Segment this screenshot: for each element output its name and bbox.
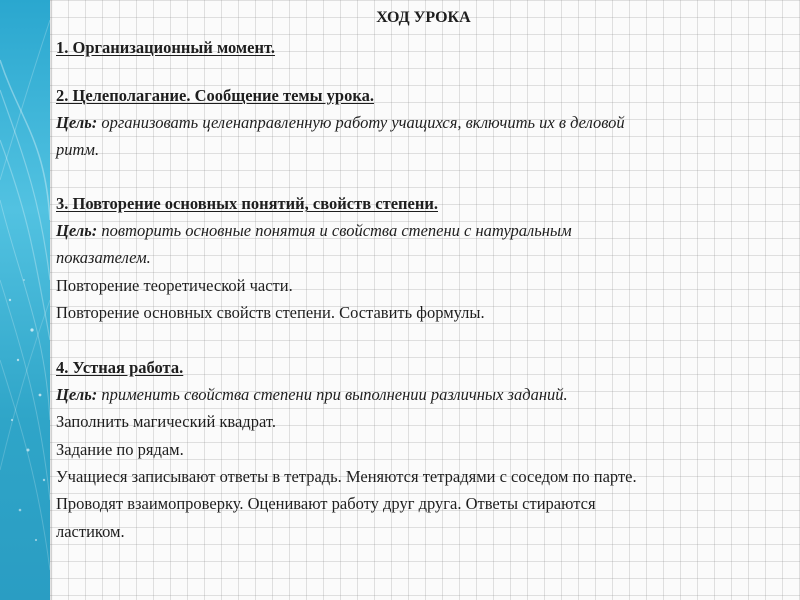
section-2-goal-continuation: ритм. xyxy=(56,140,100,159)
decorative-side-strip xyxy=(0,0,50,600)
section-4-goal xyxy=(56,384,568,406)
goal-label: Цель: xyxy=(56,221,98,240)
slide-content xyxy=(56,0,791,600)
goal-text: применить свойства степени при выполнении различных заданий. xyxy=(97,385,568,404)
section-4-line-2: Задание по рядам. xyxy=(56,440,184,459)
goal-label: Цель: xyxy=(56,113,98,132)
section-3-goal-continuation: показателем. xyxy=(56,248,151,267)
section-2-goal xyxy=(56,112,625,134)
wave-pattern-graphic xyxy=(0,0,50,600)
section-4-line-4: Проводят взаимопроверку. Оценивают работу друг друга. Ответы стираются xyxy=(56,494,596,513)
side-strip-shadow xyxy=(50,0,53,600)
section-3-goal xyxy=(56,220,572,242)
goal-text: повторить основные понятия и свойства степени с натуральным xyxy=(97,221,572,240)
section-4-line-3: Учащиеся записывают ответы в тетрадь. Меняются тетрадями с соседом по парте. xyxy=(56,467,637,486)
section-4-line-1: Заполнить магический квадрат. xyxy=(56,412,276,431)
section-3-heading: 3. Повторение основных понятий, свойств степени. xyxy=(56,194,438,213)
section-4-heading: 4. Устная работа. xyxy=(56,358,184,377)
goal-label: Цель: xyxy=(56,385,98,404)
section-4-line-5: ластиком. xyxy=(56,522,125,541)
page-title: ХОД УРОКА xyxy=(376,9,471,26)
section-3-line-2: Повторение основных свойств степени. Составить формулы. xyxy=(56,303,485,322)
goal-text: организовать целенаправленную работу учащихся, включить их в деловой xyxy=(97,113,625,132)
section-3-line-1: Повторение теоретической части. xyxy=(56,276,293,295)
section-2-heading: 2. Целеполагание. Сообщение темы урока. xyxy=(56,86,374,105)
section-1-heading: 1. Организационный момент. xyxy=(56,38,275,57)
